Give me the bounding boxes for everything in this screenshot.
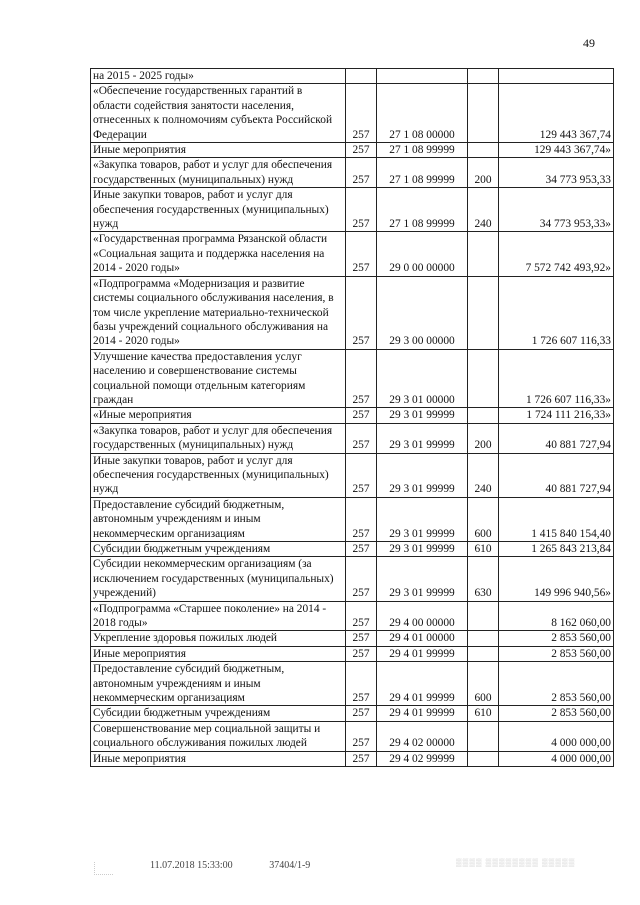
table-row	[91, 601, 614, 631]
row-amount: 40 881 727,94	[499, 453, 614, 497]
row-target-article: 27 1 08 99999	[377, 143, 468, 158]
row-target-article: 29 3 01 00000	[377, 349, 468, 408]
row-target-article: 29 3 01 99999	[377, 408, 468, 423]
row-expense-type	[468, 751, 499, 766]
row-target-article: 29 0 00 00000	[377, 232, 468, 276]
row-department-code: 257	[346, 158, 377, 188]
row-amount	[499, 69, 614, 84]
row-description: Субсидии бюджетным учреждениям	[91, 542, 346, 557]
row-target-article: 29 4 01 99999	[377, 706, 468, 721]
row-target-article: 29 4 02 00000	[377, 721, 468, 751]
row-expense-type: 200	[468, 158, 499, 188]
row-amount: 8 162 060,00	[499, 601, 614, 631]
row-department-code: 257	[346, 349, 377, 408]
row-department-code: 257	[346, 423, 377, 453]
table-row	[91, 646, 614, 661]
row-target-article: 29 3 01 99999	[377, 497, 468, 541]
row-expense-type	[468, 408, 499, 423]
row-department-code: 257	[346, 662, 377, 706]
row-target-article: 29 3 01 99999	[377, 557, 468, 601]
table-row	[91, 542, 614, 557]
row-expense-type: 240	[468, 453, 499, 497]
row-target-article: 29 3 01 99999	[377, 542, 468, 557]
row-department-code: 257	[346, 188, 377, 232]
row-description: Укрепление здоровья пожилых людей	[91, 631, 346, 646]
row-expense-type	[468, 232, 499, 276]
table-row	[91, 349, 614, 408]
table-row	[91, 232, 614, 276]
table-row	[91, 631, 614, 646]
row-description: Улучшение качества предоставления услуг населению и совершенствование системы социальной помощи отдельным категориям граждан	[91, 349, 346, 408]
row-expense-type: 610	[468, 706, 499, 721]
row-expense-type	[468, 631, 499, 646]
table-row	[91, 706, 614, 721]
row-amount: 1 415 840 154,40	[499, 497, 614, 541]
table-row	[91, 276, 614, 349]
footer-doc-id: 37404/1-9	[269, 860, 311, 871]
row-expense-type: 610	[468, 542, 499, 557]
row-expense-type: 200	[468, 423, 499, 453]
row-amount: 4 000 000,00	[499, 751, 614, 766]
row-department-code: 257	[346, 706, 377, 721]
row-amount: 4 000 000,00	[499, 721, 614, 751]
row-amount: 1 265 843 213,84	[499, 542, 614, 557]
row-description: Иные закупки товаров, работ и услуг для обеспечения государственных (муниципальных) нужд	[91, 453, 346, 497]
row-description: «Закупка товаров, работ и услуг для обеспечения государственных (муниципальных) нужд	[91, 158, 346, 188]
row-expense-type: 240	[468, 188, 499, 232]
row-department-code: 257	[346, 631, 377, 646]
row-department-code: 257	[346, 408, 377, 423]
row-department-code: 257	[346, 721, 377, 751]
row-target-article: 29 3 01 99999	[377, 453, 468, 497]
row-target-article	[377, 69, 468, 84]
row-amount: 34 773 953,33»	[499, 188, 614, 232]
row-target-article: 27 1 08 99999	[377, 188, 468, 232]
footer	[150, 860, 344, 871]
row-amount: 129 443 367,74»	[499, 143, 614, 158]
row-description: Предоставление субсидий бюджетным, автономным учреждениям и иным некоммерческим организациям	[91, 497, 346, 541]
row-amount: 149 996 940,56»	[499, 557, 614, 601]
row-amount: 40 881 727,94	[499, 423, 614, 453]
row-expense-type	[468, 721, 499, 751]
table-row	[91, 143, 614, 158]
page-number: 49	[583, 36, 595, 50]
row-amount: 2 853 560,00	[499, 706, 614, 721]
table-row	[91, 751, 614, 766]
row-description: «Подпрограмма «Старшее поколение» на 2014 - 2018 годы»	[91, 601, 346, 631]
row-amount: 2 853 560,00	[499, 662, 614, 706]
row-amount: 1 724 111 216,33»	[499, 408, 614, 423]
table-row	[91, 453, 614, 497]
row-department-code: 257	[346, 84, 377, 143]
row-target-article: 29 4 01 99999	[377, 646, 468, 661]
table-row	[91, 721, 614, 751]
row-expense-type: 600	[468, 662, 499, 706]
row-target-article: 27 1 08 00000	[377, 84, 468, 143]
row-department-code	[346, 69, 377, 84]
footer-timestamp: 11.07.2018 15:33:00	[150, 860, 233, 871]
table-row	[91, 158, 614, 188]
row-description: на 2015 - 2025 годы»	[91, 69, 346, 84]
row-department-code: 257	[346, 542, 377, 557]
row-amount: 2 853 560,00	[499, 646, 614, 661]
row-amount: 1 726 607 116,33»	[499, 349, 614, 408]
row-description: «Иные мероприятия	[91, 408, 346, 423]
row-description: «Обеспечение государственных гарантий в области содействия занятости населения, отнесенных к полномочиям субъекта Российской Федерации	[91, 84, 346, 143]
table-row	[91, 69, 614, 84]
row-department-code: 257	[346, 276, 377, 349]
row-amount: 2 853 560,00	[499, 631, 614, 646]
row-expense-type: 630	[468, 557, 499, 601]
row-expense-type	[468, 601, 499, 631]
budget-table-body	[91, 69, 614, 767]
row-description: «Государственная программа Рязанской области «Социальная защита и поддержка населения на 2014 - 2020 годы»	[91, 232, 346, 276]
row-department-code: 257	[346, 601, 377, 631]
table-row	[91, 557, 614, 601]
table-row	[91, 84, 614, 143]
row-department-code: 257	[346, 453, 377, 497]
row-expense-type	[468, 84, 499, 143]
row-description: Иные закупки товаров, работ и услуг для обеспечения государственных (муниципальных) нужд	[91, 188, 346, 232]
row-target-article: 29 3 00 00000	[377, 276, 468, 349]
faint-stamp: ▒▒▒▒ ▒▒▒▒▒▒▒▒ ▒▒▒▒▒	[456, 858, 576, 867]
row-expense-type	[468, 143, 499, 158]
row-expense-type: 600	[468, 497, 499, 541]
row-description: Субсидии некоммерческим организациям (за исключением государственных (муниципальных) учреждений)	[91, 557, 346, 601]
row-expense-type	[468, 69, 499, 84]
row-department-code: 257	[346, 557, 377, 601]
row-amount: 34 773 953,33	[499, 158, 614, 188]
row-description: Иные мероприятия	[91, 751, 346, 766]
table-row	[91, 497, 614, 541]
row-department-code: 257	[346, 497, 377, 541]
row-description: Иные мероприятия	[91, 143, 346, 158]
row-description: Совершенствование мер социальной защиты и социального обслуживания пожилых людей	[91, 721, 346, 751]
table-row	[91, 188, 614, 232]
row-amount: 129 443 367,74	[499, 84, 614, 143]
row-department-code: 257	[346, 232, 377, 276]
row-expense-type	[468, 276, 499, 349]
row-target-article: 29 4 02 99999	[377, 751, 468, 766]
row-description: Предоставление субсидий бюджетным, автономным учреждениям и иным некоммерческим организациям	[91, 662, 346, 706]
row-target-article: 27 1 08 99999	[377, 158, 468, 188]
row-target-article: 29 4 01 99999	[377, 662, 468, 706]
row-department-code: 257	[346, 751, 377, 766]
row-target-article: 29 4 00 00000	[377, 601, 468, 631]
row-amount: 7 572 742 493,92»	[499, 232, 614, 276]
row-department-code: 257	[346, 143, 377, 158]
table-row	[91, 423, 614, 453]
row-expense-type	[468, 349, 499, 408]
budget-table	[90, 68, 614, 767]
row-description: «Закупка товаров, работ и услуг для обеспечения государственных (муниципальных) нужд	[91, 423, 346, 453]
row-description: Субсидии бюджетным учреждениям	[91, 706, 346, 721]
row-amount: 1 726 607 116,33	[499, 276, 614, 349]
row-target-article: 29 4 01 00000	[377, 631, 468, 646]
row-description: «Подпрограмма «Модернизация и развитие системы социального обслуживания населения, в том числе укрепление материально-технической базы учреждений социального обслуживания на 2014 - 2020 годы»	[91, 276, 346, 349]
row-expense-type	[468, 646, 499, 661]
row-description: Иные мероприятия	[91, 646, 346, 661]
margin-mark	[94, 862, 113, 875]
table-row	[91, 662, 614, 706]
row-target-article: 29 3 01 99999	[377, 423, 468, 453]
table-row	[91, 408, 614, 423]
row-department-code: 257	[346, 646, 377, 661]
